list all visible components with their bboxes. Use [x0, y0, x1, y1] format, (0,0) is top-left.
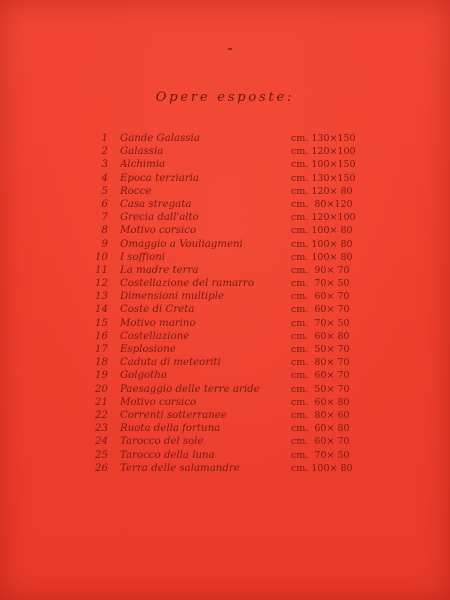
work-dimensions: cm. 90× 70 [291, 264, 350, 276]
work-title: Coste di Creta [120, 304, 195, 316]
list-item [92, 238, 360, 251]
work-title: Omaggio a Vouliagmeni [120, 238, 243, 250]
work-number: 8 [101, 225, 108, 237]
work-dimensions: cm. 50× 70 [291, 344, 350, 355]
list-item [92, 224, 360, 237]
work-dimensions: cm. 50× 70 [291, 383, 350, 395]
work-number: 3 [101, 159, 108, 171]
list-item [92, 409, 360, 422]
work-number: 24 [95, 436, 108, 448]
work-title: Motivo marino [120, 317, 196, 329]
list-item [92, 435, 360, 448]
work-number: 22 [95, 409, 108, 421]
work-number: 20 [95, 383, 108, 395]
print-mark [228, 48, 232, 50]
work-title: Caduta di meteoriti [120, 357, 221, 369]
list-item [92, 290, 360, 303]
work-title: Motivo corsico [120, 396, 197, 408]
work-number: 23 [95, 423, 108, 435]
list-item [92, 198, 360, 211]
work-number: 7 [101, 212, 108, 224]
work-title: Gande Galassia [120, 133, 200, 144]
list-item [92, 277, 360, 290]
work-dimensions: cm. 80× 60 [291, 409, 350, 421]
work-dimensions: cm. 70× 50 [291, 278, 350, 290]
work-number: 17 [95, 344, 108, 355]
work-number: 15 [95, 317, 108, 329]
list-item [92, 158, 360, 171]
work-number: 5 [101, 185, 108, 197]
work-number: 13 [95, 291, 108, 303]
work-dimensions: cm. 70× 50 [291, 317, 350, 329]
work-title: Correnti sotterranee [120, 409, 227, 421]
work-title: Ruota della fortuna [120, 423, 221, 435]
work-title: Galassia [120, 146, 164, 158]
work-dimensions: cm. 70× 50 [291, 449, 350, 461]
work-dimensions: cm. 60× 80 [291, 396, 350, 408]
work-dimensions: cm. 60× 70 [291, 304, 350, 316]
work-number: 12 [95, 278, 108, 290]
work-number: 1 [101, 133, 108, 144]
work-title: Alchimia [120, 159, 166, 171]
work-title: La madre terra [120, 264, 199, 276]
list-item [92, 317, 360, 330]
work-title: Costellazione [120, 330, 190, 342]
work-title: Esplosione [120, 344, 176, 355]
list-item [92, 356, 360, 369]
work-number: 11 [95, 264, 108, 276]
list-item [92, 185, 360, 198]
work-dimensions: cm. 60× 70 [291, 291, 350, 303]
work-dimensions: cm. 130×150 [291, 172, 356, 184]
work-title: Paesaggio delle terre aride [120, 383, 260, 395]
work-dimensions: cm. 60× 80 [291, 423, 350, 435]
list-item [92, 172, 360, 185]
list-item [92, 462, 360, 475]
list-item [92, 251, 360, 264]
list-item [92, 264, 360, 277]
work-dimensions: cm. 60× 80 [291, 330, 350, 342]
work-title: Dimensioni multiple [120, 291, 224, 303]
list-item [92, 449, 360, 462]
work-title: Tarocco del sole [120, 436, 204, 448]
work-title: I soffioni [120, 251, 166, 263]
list-item [92, 303, 360, 316]
work-dimensions: cm. 130×150 [291, 133, 356, 144]
work-title: Terra delle salamandre [120, 462, 240, 474]
work-title: Tarocco della luna [120, 449, 215, 461]
work-dimensions: cm. 100× 80 [291, 225, 353, 237]
work-number: 2 [101, 146, 108, 158]
work-number: 4 [101, 172, 108, 184]
work-dimensions: cm. 100× 80 [291, 251, 353, 263]
list-item [92, 211, 360, 224]
work-number: 10 [95, 251, 108, 263]
list-item [92, 383, 360, 396]
list-item [92, 422, 360, 435]
work-title: Casa stregata [120, 198, 192, 210]
work-number: 26 [95, 462, 108, 474]
list-item [92, 145, 360, 158]
list-item [92, 343, 360, 356]
work-number: 18 [95, 357, 108, 369]
work-title: Rocce [120, 185, 152, 197]
work-dimensions: cm. 80×120 [291, 198, 353, 210]
work-number: 19 [95, 370, 108, 382]
work-title: Golgotha [120, 370, 167, 382]
work-dimensions: cm. 60× 70 [291, 436, 350, 448]
work-number: 21 [95, 396, 108, 408]
list-item [92, 132, 360, 145]
work-title: Motivo corsico [120, 225, 197, 237]
list-item [92, 330, 360, 343]
work-dimensions: cm. 120×100 [291, 146, 356, 158]
work-dimensions: cm. 100×150 [291, 159, 356, 171]
list-item [92, 369, 360, 382]
work-dimensions: cm. 120×100 [291, 212, 356, 224]
work-dimensions: cm. 100× 80 [291, 238, 353, 250]
work-title: Costellazione del ramarro [120, 278, 255, 290]
works-list [92, 132, 360, 475]
work-number: 25 [95, 449, 108, 461]
page-title: Opere esposte: [155, 90, 295, 105]
work-title: Grecia dall'alto [120, 212, 199, 224]
work-number: 16 [95, 330, 108, 342]
work-title: Epoca terziaria [120, 172, 200, 184]
list-item [92, 396, 360, 409]
work-dimensions: cm. 60× 70 [291, 370, 350, 382]
work-dimensions: cm. 80× 70 [291, 357, 350, 369]
work-number: 6 [101, 198, 108, 210]
work-number: 9 [101, 238, 108, 250]
work-dimensions: cm. 120× 80 [291, 185, 353, 197]
work-dimensions: cm. 100× 80 [291, 462, 353, 474]
work-number: 14 [95, 304, 108, 316]
